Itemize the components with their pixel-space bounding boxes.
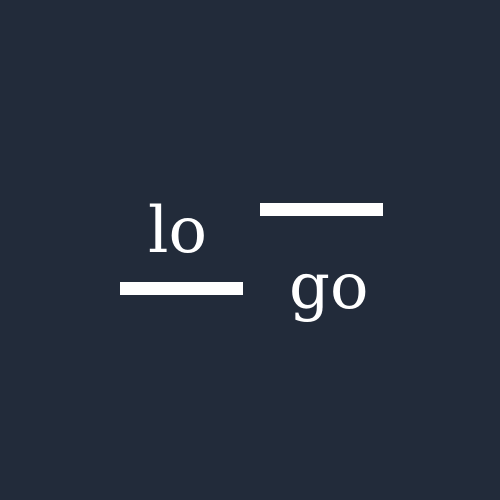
- logo-overline-bar: [260, 203, 383, 216]
- logo-text-lo: lo: [148, 194, 207, 268]
- logo-text-go: go: [289, 250, 369, 324]
- logo-underline-bar: [120, 282, 243, 295]
